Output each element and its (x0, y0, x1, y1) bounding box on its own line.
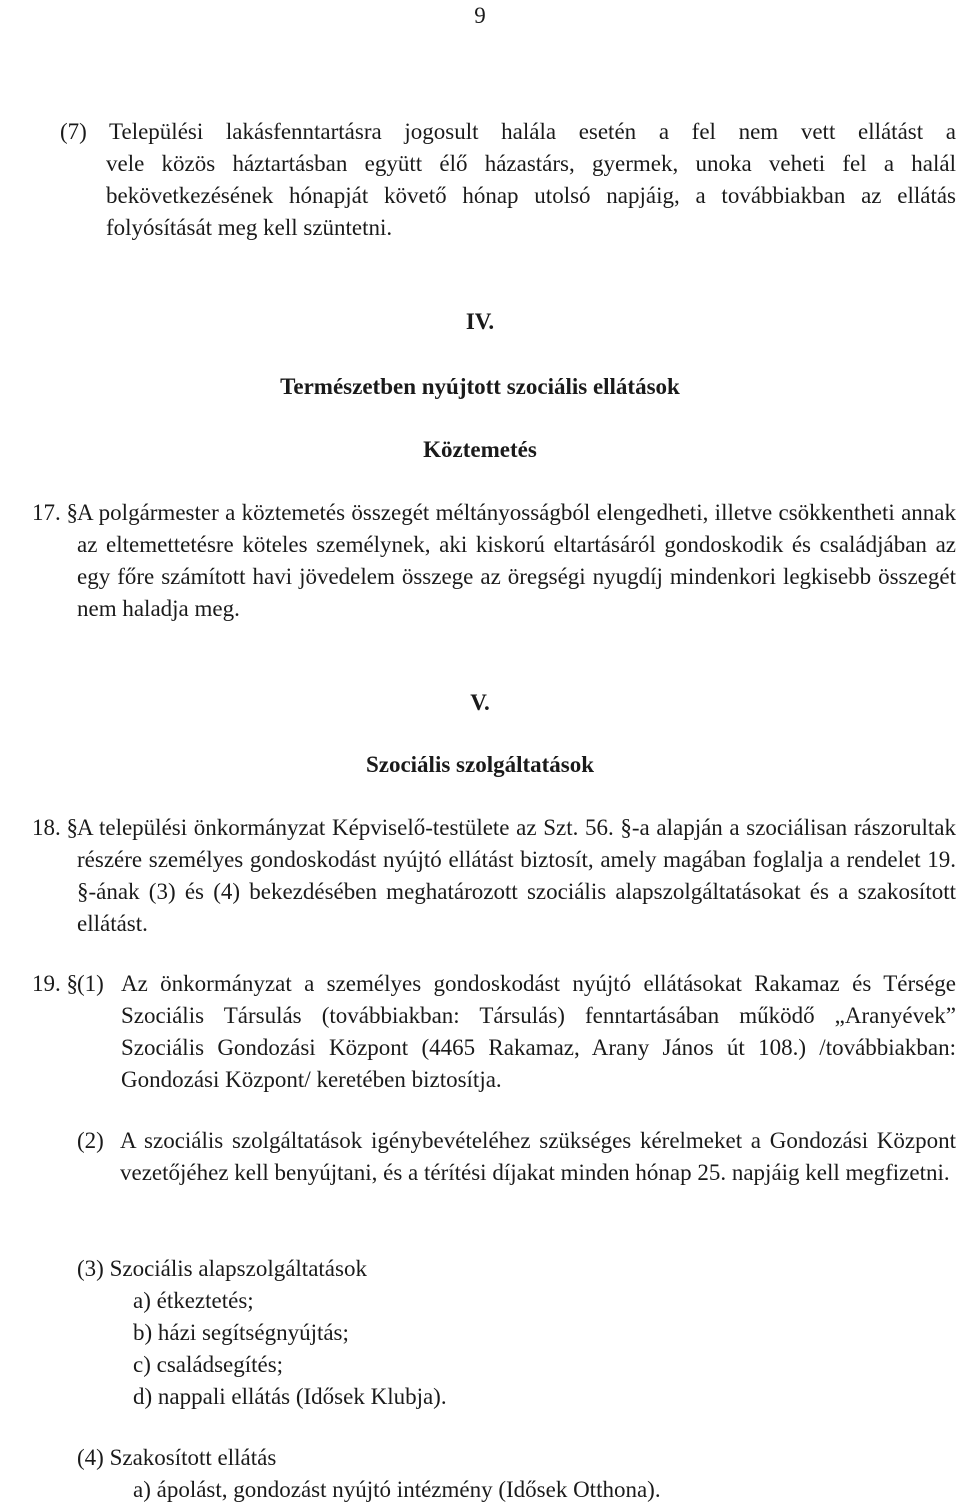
section-18 (32, 812, 956, 940)
list-item: b) házi segítségnyújtás; (133, 1320, 349, 1345)
paragraph-1-label: (1) (77, 971, 104, 996)
chapter-4-subtitle: Köztemetés (423, 437, 537, 462)
section-19 (32, 968, 956, 1096)
paragraph-7-first-line: (7) Települési lakásfenntartásra jogosult halála esetén a fel nem vett ellátást a (60, 119, 956, 144)
list-item: a) étkeztetés; (133, 1288, 254, 1313)
chapter-5-title: Szociális szolgáltatások (365, 752, 595, 777)
chapter-5-number: V. (470, 690, 490, 715)
paragraph-3-title: (3) Szociális alapszolgáltatások (77, 1256, 367, 1281)
section-19-paragraph-3 (77, 1253, 777, 1413)
list-item: c) családsegítés; (133, 1352, 284, 1377)
paragraph-4-title: (4) Szakosított ellátás (77, 1445, 277, 1470)
paragraph-2-text: A szociális szolgáltatások igénybevételéhez szükséges kérelmeket a Gondozási Központ vezetőjéhez kell benyújtani, és a térítési díjakat minden hónap 25. napjáig kell megfizetni. (120, 1128, 956, 1185)
paragraph-1-text: Az önkormányzat a személyes gondoskodást nyújtó ellátásokat Rakamaz és Térsége Szociális Társulás (továbbiakban: Társulás) fenntartásában működő „Aranyévek” Szociális Gondozási Központ (4465 Rakamaz, Arany János út 108.) /továbbiakban: Gondozási Központ/ keretében biztosítja. (121, 971, 956, 1092)
section-18-label: 18. § (32, 815, 78, 840)
section-19-paragraph-1 (77, 968, 956, 1096)
page-number: 9 (474, 3, 486, 28)
section-17 (32, 497, 956, 625)
section-17-label: 17. § (32, 500, 78, 525)
list-item: a) ápolást, gondozást nyújtó intézmény (Idősek Otthona). (133, 1477, 661, 1502)
chapter-4-number: IV. (465, 309, 495, 334)
section-19-label: 19. § (32, 971, 78, 996)
section-19-paragraph-4 (77, 1442, 956, 1506)
section-19-paragraph-2 (77, 1125, 956, 1189)
paragraph-2-label: (2) (77, 1128, 104, 1153)
section-17-text: A polgármester a köztemetés összegét méltányosságból elengedheti, illetve csökkentheti annak az eltemettetésre köteles személynek, aki kiskorú eltartásáról gondoskodik és családjában az egy főre számított havi jövedelem összege az öregségi nyugdíj mindenkori legkisebb összegét nem haladja meg. (77, 500, 956, 621)
list-item: d) nappali ellátás (Idősek Klubja). (133, 1384, 447, 1409)
paragraph-7-body: vele közös háztartásban együtt élő házastárs, gyermek, unoka veheti fel a halál bekövetkezésének hónapját követő hónap utolsó napjáig, a továbbiakban az ellátás folyósítását meg kell szüntetni. (106, 151, 956, 240)
paragraph-7 (60, 116, 956, 244)
section-18-text: A települési önkormányzat Képviselő-testülete az Szt. 56. §-a alapján a szociálisan rászorultak részére személyes gondoskodást nyújtó ellátást biztosít, amely magában foglalja a rendelet 19. §-ának (3) és (4) bekezdésében meghatározott szociális alapszolgáltatásokat és a szakosított ellátást. (77, 815, 956, 936)
chapter-4-title: Természetben nyújtott szociális ellátások (280, 374, 680, 399)
